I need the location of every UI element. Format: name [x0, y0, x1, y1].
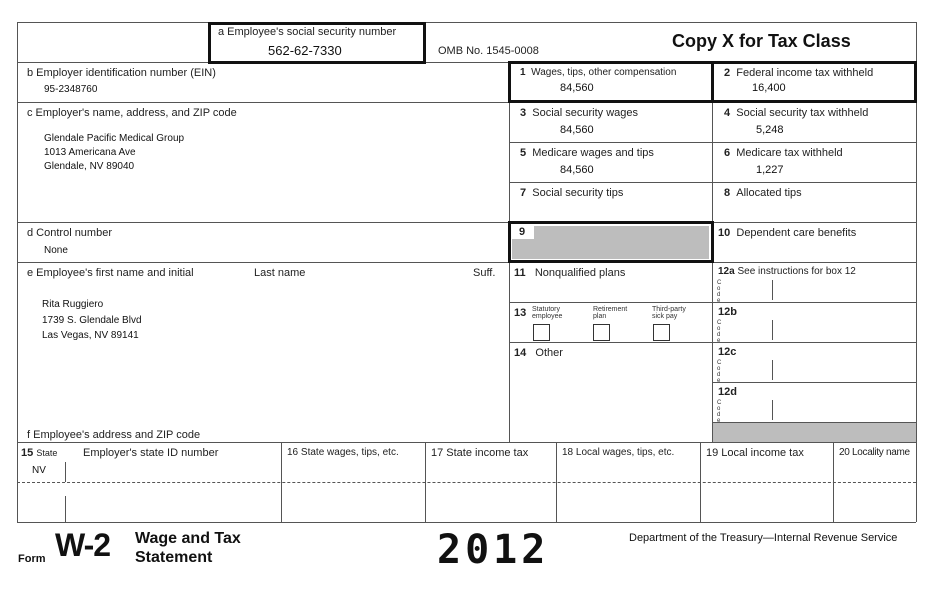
box-2-value[interactable]: 16,400 — [752, 82, 786, 94]
employer-name[interactable]: Glendale Pacific Medical Group — [44, 133, 185, 144]
tax-year: 2012 — [437, 527, 550, 573]
state-id-label: Employer's state ID number — [83, 447, 219, 459]
employee-name-label: e Employee's first name and initial — [27, 267, 194, 279]
omb-number: OMB No. 1545-0008 — [438, 45, 539, 57]
box-3-value[interactable]: 84,560 — [560, 124, 594, 136]
box-9-shaded-field — [512, 226, 709, 259]
box-4-value[interactable]: 5,248 — [756, 124, 784, 136]
box-12c-label: 12c — [718, 346, 737, 358]
suffix-label: Suff. — [473, 267, 496, 279]
statutory-employee-checkbox[interactable] — [533, 324, 550, 341]
box-17-label: 17 State income tax — [431, 447, 529, 459]
statutory-employee-label: Statutory employee — [532, 306, 563, 320]
box-15-label: 15 State — [21, 447, 58, 459]
department-label: Department of the Treasury—Internal Revenue Service — [629, 532, 898, 544]
ssn-value[interactable]: 562-62-7330 — [268, 43, 342, 58]
box-4-label: 4 Social security tax withheld — [724, 107, 869, 119]
employee-name[interactable]: Rita Ruggiero — [42, 299, 104, 310]
box-2-label: 2 Federal income tax withheld — [724, 67, 874, 79]
form-w2-title: W-2 — [55, 527, 111, 563]
box-12d-label: 12d — [718, 386, 737, 398]
box-8-label: 8 Allocated tips — [724, 187, 802, 199]
box-12b-label: 12b — [718, 306, 737, 318]
box-12c-code-label: Code — [717, 360, 722, 384]
employee-address-label: f Employee's address and ZIP code — [27, 429, 201, 441]
control-number-label: d Control number — [27, 227, 112, 239]
box-1-label: 1 Wages, tips, other compensation — [520, 67, 677, 78]
box-7-label: 7 Social security tips — [520, 187, 624, 199]
box-12d-code-label: Code — [717, 400, 722, 424]
state-value[interactable]: NV — [32, 465, 46, 476]
box-12a-label: 12a See instructions for box 12 — [718, 266, 856, 277]
employer-name-label: c Employer's name, address, and ZIP code — [27, 107, 237, 119]
box-18-label: 18 Local wages, tips, etc. — [562, 447, 675, 458]
box-14-label: 14 Other — [514, 347, 563, 359]
ssn-label: a Employee's social security number — [218, 26, 397, 38]
box-20-label: 20 Locality name — [839, 447, 910, 458]
box-5-label: 5 Medicare wages and tips — [520, 147, 654, 159]
retirement-plan-label: Retirement plan — [593, 306, 628, 320]
form-subtitle: Wage and Tax Statement — [135, 530, 241, 566]
employer-city[interactable]: Glendale, NV 89040 — [44, 161, 135, 172]
box-11-label: 11 Nonqualified plans — [514, 267, 626, 279]
box-12a-code-label: Code — [717, 280, 722, 304]
box-5-value[interactable]: 84,560 — [560, 164, 594, 176]
box-12-shaded-area — [713, 423, 916, 442]
copy-title: Copy X for Tax Class — [672, 31, 851, 51]
form-label: Form — [18, 553, 46, 565]
third-party-sick-pay-label: Third-party sick pay — [652, 306, 686, 320]
box-10-label: 10 Dependent care benefits — [718, 227, 857, 239]
box-13-label: 13 — [514, 307, 527, 319]
box-6-label: 6 Medicare tax withheld — [724, 147, 843, 159]
box-6-value[interactable]: 1,227 — [756, 164, 784, 176]
ein-value[interactable]: 95-2348760 — [44, 84, 98, 95]
box-3-label: 3 Social security wages — [520, 107, 639, 119]
box-19-label: 19 Local income tax — [706, 447, 804, 459]
employee-street[interactable]: 1739 S. Glendale Blvd — [42, 315, 142, 326]
employee-city[interactable]: Las Vegas, NV 89141 — [42, 330, 139, 341]
retirement-plan-checkbox[interactable] — [593, 324, 610, 341]
ein-label: b Employer identification number (EIN) — [27, 67, 216, 79]
box-1-value[interactable]: 84,560 — [560, 82, 594, 94]
control-number-value[interactable]: None — [44, 245, 68, 256]
box-9-label: 9 — [519, 226, 526, 238]
third-party-sick-pay-checkbox[interactable] — [653, 324, 670, 341]
box-12b-code-label: Code — [717, 320, 722, 344]
box-16-label: 16 State wages, tips, etc. — [287, 447, 399, 458]
employer-street[interactable]: 1013 Americana Ave — [44, 147, 136, 158]
last-name-label: Last name — [254, 267, 306, 279]
